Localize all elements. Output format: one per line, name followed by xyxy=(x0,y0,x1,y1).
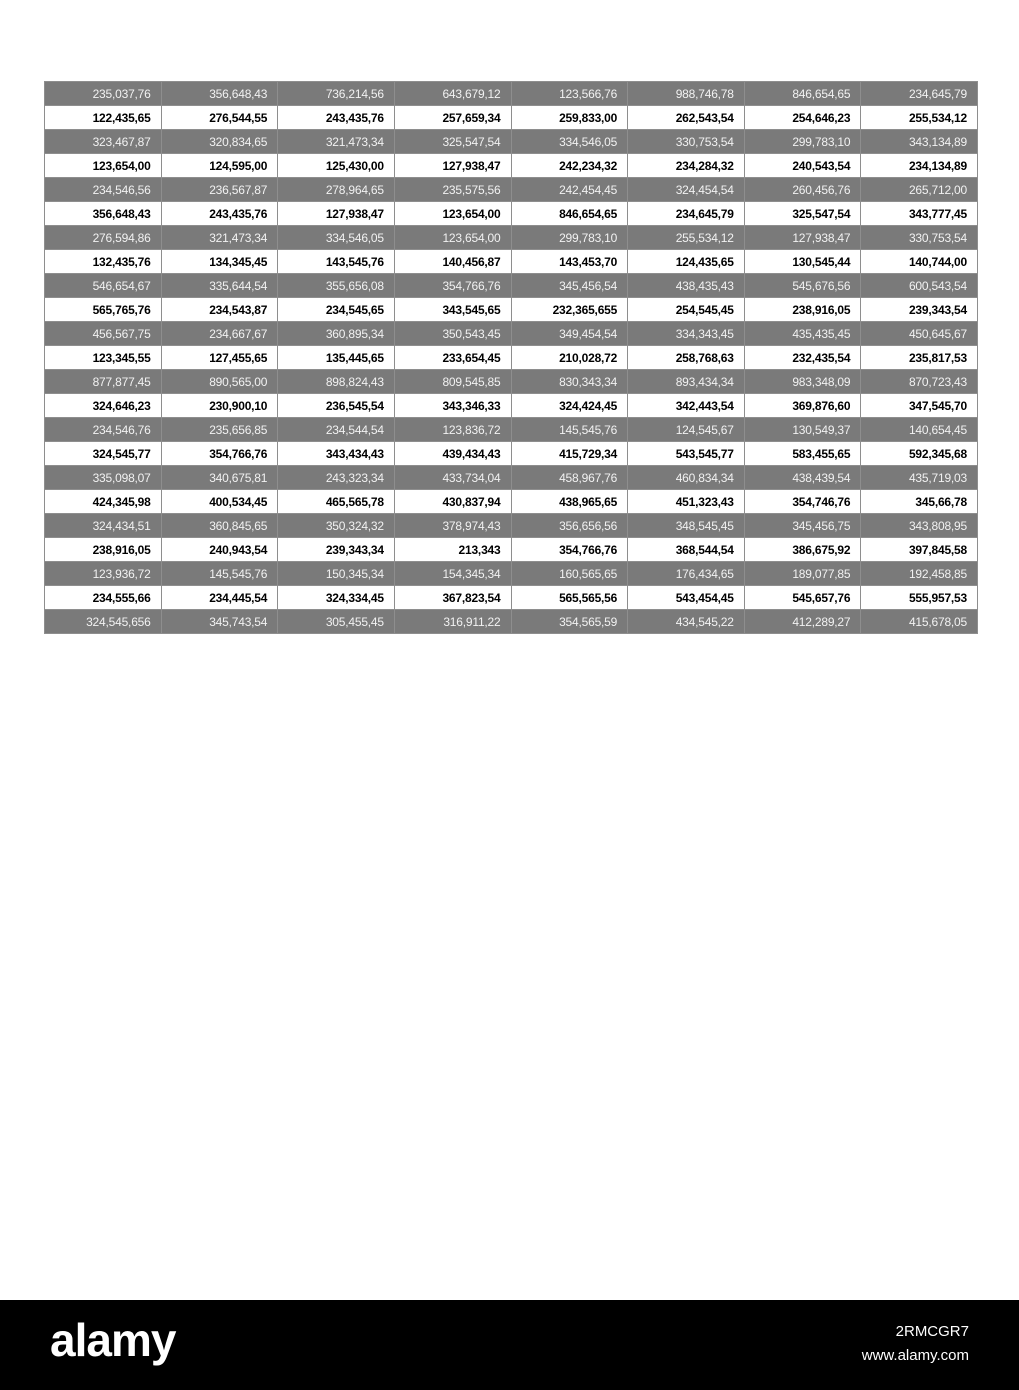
table-cell: 592,345,68 xyxy=(861,442,978,466)
data-table-body xyxy=(45,82,978,634)
table-cell: 325,547,54 xyxy=(394,130,511,154)
table-cell: 415,678,05 xyxy=(861,610,978,634)
table-cell: 134,345,45 xyxy=(161,250,278,274)
table-cell: 412,289,27 xyxy=(744,610,861,634)
table-cell: 345,743,54 xyxy=(161,610,278,634)
table-cell: 340,675,81 xyxy=(161,466,278,490)
table-cell: 435,719,03 xyxy=(861,466,978,490)
table-cell: 299,783,10 xyxy=(511,226,628,250)
table-cell: 543,454,45 xyxy=(628,586,745,610)
table-cell: 255,534,12 xyxy=(628,226,745,250)
table-row xyxy=(45,370,978,394)
table-cell: 130,545,44 xyxy=(744,250,861,274)
table-cell: 350,543,45 xyxy=(394,322,511,346)
table-row xyxy=(45,442,978,466)
table-cell: 143,545,76 xyxy=(278,250,395,274)
table-cell: 356,648,43 xyxy=(45,202,162,226)
table-cell: 234,545,65 xyxy=(278,298,395,322)
table-row xyxy=(45,418,978,442)
table-cell: 324,545,656 xyxy=(45,610,162,634)
table-cell: 258,768,63 xyxy=(628,346,745,370)
table-cell: 438,439,54 xyxy=(744,466,861,490)
table-cell: 233,654,45 xyxy=(394,346,511,370)
alamy-logo: alamy xyxy=(50,1314,176,1366)
table-cell: 127,938,47 xyxy=(744,226,861,250)
table-cell: 123,566,76 xyxy=(511,82,628,106)
table-cell: 124,595,00 xyxy=(161,154,278,178)
data-table xyxy=(44,81,978,634)
site-url-label: www.alamy.com xyxy=(861,1347,969,1364)
table-cell: 122,435,65 xyxy=(45,106,162,130)
table-cell: 235,656,85 xyxy=(161,418,278,442)
table-cell: 324,454,54 xyxy=(628,178,745,202)
table-cell: 438,965,65 xyxy=(511,490,628,514)
table-cell: 123,836,72 xyxy=(394,418,511,442)
table-cell: 127,938,47 xyxy=(278,202,395,226)
table-cell: 323,467,87 xyxy=(45,130,162,154)
table-cell: 254,646,23 xyxy=(744,106,861,130)
table-row xyxy=(45,202,978,226)
table-cell: 234,134,89 xyxy=(861,154,978,178)
table-cell: 348,545,45 xyxy=(628,514,745,538)
table-cell: 150,345,34 xyxy=(278,562,395,586)
table-cell: 356,648,43 xyxy=(161,82,278,106)
table-cell: 235,817,53 xyxy=(861,346,978,370)
table-cell: 324,334,45 xyxy=(278,586,395,610)
table-cell: 438,435,43 xyxy=(628,274,745,298)
table-cell: 545,676,56 xyxy=(744,274,861,298)
table-cell: 299,783,10 xyxy=(744,130,861,154)
table-cell: 124,435,65 xyxy=(628,250,745,274)
table-cell: 189,077,85 xyxy=(744,562,861,586)
table-cell: 870,723,43 xyxy=(861,370,978,394)
table-cell: 430,837,94 xyxy=(394,490,511,514)
table-row xyxy=(45,562,978,586)
table-cell: 234,667,67 xyxy=(161,322,278,346)
table-cell: 230,900,10 xyxy=(161,394,278,418)
table-cell: 334,343,45 xyxy=(628,322,745,346)
table-cell: 232,365,655 xyxy=(511,298,628,322)
table-cell: 140,456,87 xyxy=(394,250,511,274)
table-cell: 130,549,37 xyxy=(744,418,861,442)
table-cell: 343,777,45 xyxy=(861,202,978,226)
table-row xyxy=(45,106,978,130)
table-cell: 127,938,47 xyxy=(394,154,511,178)
table-cell: 176,434,65 xyxy=(628,562,745,586)
table-cell: 234,445,54 xyxy=(161,586,278,610)
table-cell: 154,345,34 xyxy=(394,562,511,586)
table-cell: 257,659,34 xyxy=(394,106,511,130)
table-cell: 123,936,72 xyxy=(45,562,162,586)
table-cell: 354,565,59 xyxy=(511,610,628,634)
table-cell: 450,645,67 xyxy=(861,322,978,346)
table-cell: 465,565,78 xyxy=(278,490,395,514)
table-row xyxy=(45,250,978,274)
table-cell: 240,543,54 xyxy=(744,154,861,178)
table-cell: 192,458,85 xyxy=(861,562,978,586)
table-cell: 334,546,05 xyxy=(278,226,395,250)
table-cell: 378,974,43 xyxy=(394,514,511,538)
table-cell: 238,916,05 xyxy=(45,538,162,562)
table-cell: 240,943,54 xyxy=(161,538,278,562)
table-cell: 321,473,34 xyxy=(278,130,395,154)
table-cell: 324,434,51 xyxy=(45,514,162,538)
table-cell: 305,455,45 xyxy=(278,610,395,634)
table-cell: 145,545,76 xyxy=(161,562,278,586)
table-cell: 234,284,32 xyxy=(628,154,745,178)
table-cell: 342,443,54 xyxy=(628,394,745,418)
table-row xyxy=(45,298,978,322)
table-cell: 265,712,00 xyxy=(861,178,978,202)
table-cell: 260,456,76 xyxy=(744,178,861,202)
table-cell: 276,544,55 xyxy=(161,106,278,130)
table-cell: 434,545,22 xyxy=(628,610,745,634)
table-row xyxy=(45,346,978,370)
table-cell: 234,546,56 xyxy=(45,178,162,202)
table-cell: 355,656,08 xyxy=(278,274,395,298)
table-row xyxy=(45,322,978,346)
table-row xyxy=(45,514,978,538)
table-cell: 140,744,00 xyxy=(861,250,978,274)
table-row xyxy=(45,466,978,490)
table-cell: 343,434,43 xyxy=(278,442,395,466)
table-cell: 132,435,76 xyxy=(45,250,162,274)
table-cell: 830,343,34 xyxy=(511,370,628,394)
table-cell: 345,66,78 xyxy=(861,490,978,514)
table-cell: 123,345,55 xyxy=(45,346,162,370)
table-cell: 160,565,65 xyxy=(511,562,628,586)
table-cell: 354,746,76 xyxy=(744,490,861,514)
table-cell: 424,345,98 xyxy=(45,490,162,514)
table-cell: 458,967,76 xyxy=(511,466,628,490)
table-cell: 210,028,72 xyxy=(511,346,628,370)
table-cell: 354,766,76 xyxy=(394,274,511,298)
table-cell: 877,877,45 xyxy=(45,370,162,394)
table-row xyxy=(45,490,978,514)
table-cell: 350,324,32 xyxy=(278,514,395,538)
table-cell: 324,424,45 xyxy=(511,394,628,418)
table-cell: 262,543,54 xyxy=(628,106,745,130)
table-cell: 545,657,76 xyxy=(744,586,861,610)
table-cell: 546,654,67 xyxy=(45,274,162,298)
table-cell: 242,234,32 xyxy=(511,154,628,178)
table-cell: 360,845,65 xyxy=(161,514,278,538)
table-cell: 127,455,65 xyxy=(161,346,278,370)
table-cell: 124,545,67 xyxy=(628,418,745,442)
table-cell: 354,766,76 xyxy=(511,538,628,562)
table-cell: 439,434,43 xyxy=(394,442,511,466)
table-cell: 360,895,34 xyxy=(278,322,395,346)
table-cell: 367,823,54 xyxy=(394,586,511,610)
table-cell: 460,834,34 xyxy=(628,466,745,490)
table-cell: 143,453,70 xyxy=(511,250,628,274)
table-cell: 234,543,87 xyxy=(161,298,278,322)
table-row xyxy=(45,538,978,562)
table-cell: 600,543,54 xyxy=(861,274,978,298)
table-cell: 343,545,65 xyxy=(394,298,511,322)
table-cell: 451,323,43 xyxy=(628,490,745,514)
table-cell: 123,654,00 xyxy=(45,154,162,178)
image-id-label: 2RMCGR7 xyxy=(895,1323,969,1340)
table-cell: 347,545,70 xyxy=(861,394,978,418)
table-cell: 565,565,56 xyxy=(511,586,628,610)
table-cell: 433,734,04 xyxy=(394,466,511,490)
table-cell: 234,546,76 xyxy=(45,418,162,442)
table-cell: 325,547,54 xyxy=(744,202,861,226)
table-cell: 243,323,34 xyxy=(278,466,395,490)
table-cell: 239,343,34 xyxy=(278,538,395,562)
table-cell: 368,544,54 xyxy=(628,538,745,562)
table-cell: 239,343,54 xyxy=(861,298,978,322)
table-cell: 846,654,65 xyxy=(744,82,861,106)
table-cell: 321,473,34 xyxy=(161,226,278,250)
table-cell: 238,916,05 xyxy=(744,298,861,322)
table-cell: 369,876,60 xyxy=(744,394,861,418)
table-cell: 236,545,54 xyxy=(278,394,395,418)
table-cell: 213,343 xyxy=(394,538,511,562)
table-cell: 320,834,65 xyxy=(161,130,278,154)
table-cell: 809,545,85 xyxy=(394,370,511,394)
table-cell: 234,544,54 xyxy=(278,418,395,442)
table-row xyxy=(45,394,978,418)
table-cell: 890,565,00 xyxy=(161,370,278,394)
table-row xyxy=(45,130,978,154)
table-cell: 145,545,76 xyxy=(511,418,628,442)
table-cell: 334,546,05 xyxy=(511,130,628,154)
table-row xyxy=(45,610,978,634)
table-cell: 232,435,54 xyxy=(744,346,861,370)
table-cell: 386,675,92 xyxy=(744,538,861,562)
table-cell: 324,646,23 xyxy=(45,394,162,418)
watermark-footer xyxy=(0,1300,1019,1390)
table-cell: 330,753,54 xyxy=(861,226,978,250)
table-cell: 893,434,34 xyxy=(628,370,745,394)
table-cell: 345,456,54 xyxy=(511,274,628,298)
table-cell: 356,656,56 xyxy=(511,514,628,538)
table-cell: 354,766,76 xyxy=(161,442,278,466)
table-cell: 330,753,54 xyxy=(628,130,745,154)
table-row xyxy=(45,226,978,250)
table-cell: 736,214,56 xyxy=(278,82,395,106)
table-cell: 259,833,00 xyxy=(511,106,628,130)
table-cell: 543,545,77 xyxy=(628,442,745,466)
table-row xyxy=(45,586,978,610)
table-row xyxy=(45,154,978,178)
table-cell: 349,454,54 xyxy=(511,322,628,346)
table-cell: 846,654,65 xyxy=(511,202,628,226)
table-cell: 242,454,45 xyxy=(511,178,628,202)
table-cell: 343,134,89 xyxy=(861,130,978,154)
table-cell: 988,746,78 xyxy=(628,82,745,106)
table-cell: 898,824,43 xyxy=(278,370,395,394)
table-cell: 345,456,75 xyxy=(744,514,861,538)
table-cell: 123,654,00 xyxy=(394,226,511,250)
table-cell: 234,645,79 xyxy=(861,82,978,106)
table-cell: 343,346,33 xyxy=(394,394,511,418)
table-cell: 235,037,76 xyxy=(45,82,162,106)
table-cell: 435,435,45 xyxy=(744,322,861,346)
table-cell: 276,594,86 xyxy=(45,226,162,250)
table-cell: 324,545,77 xyxy=(45,442,162,466)
table-row xyxy=(45,178,978,202)
table-cell: 235,575,56 xyxy=(394,178,511,202)
table-cell: 583,455,65 xyxy=(744,442,861,466)
table-cell: 236,567,87 xyxy=(161,178,278,202)
table-cell: 234,645,79 xyxy=(628,202,745,226)
table-cell: 397,845,58 xyxy=(861,538,978,562)
table-cell: 983,348,09 xyxy=(744,370,861,394)
table-cell: 565,765,76 xyxy=(45,298,162,322)
table-cell: 343,808,95 xyxy=(861,514,978,538)
table-cell: 243,435,76 xyxy=(161,202,278,226)
table-cell: 415,729,34 xyxy=(511,442,628,466)
table-cell: 140,654,45 xyxy=(861,418,978,442)
table-cell: 316,911,22 xyxy=(394,610,511,634)
table-cell: 125,430,00 xyxy=(278,154,395,178)
table-cell: 135,445,65 xyxy=(278,346,395,370)
table-cell: 254,545,45 xyxy=(628,298,745,322)
table-cell: 335,098,07 xyxy=(45,466,162,490)
table-cell: 123,654,00 xyxy=(394,202,511,226)
data-table-container xyxy=(44,81,978,634)
table-cell: 243,435,76 xyxy=(278,106,395,130)
table-cell: 555,957,53 xyxy=(861,586,978,610)
table-row xyxy=(45,82,978,106)
table-cell: 255,534,12 xyxy=(861,106,978,130)
table-cell: 643,679,12 xyxy=(394,82,511,106)
footer-meta xyxy=(862,1320,969,1368)
table-cell: 234,555,66 xyxy=(45,586,162,610)
table-cell: 278,964,65 xyxy=(278,178,395,202)
table-cell: 335,644,54 xyxy=(161,274,278,298)
table-cell: 400,534,45 xyxy=(161,490,278,514)
table-row xyxy=(45,274,978,298)
table-cell: 456,567,75 xyxy=(45,322,162,346)
